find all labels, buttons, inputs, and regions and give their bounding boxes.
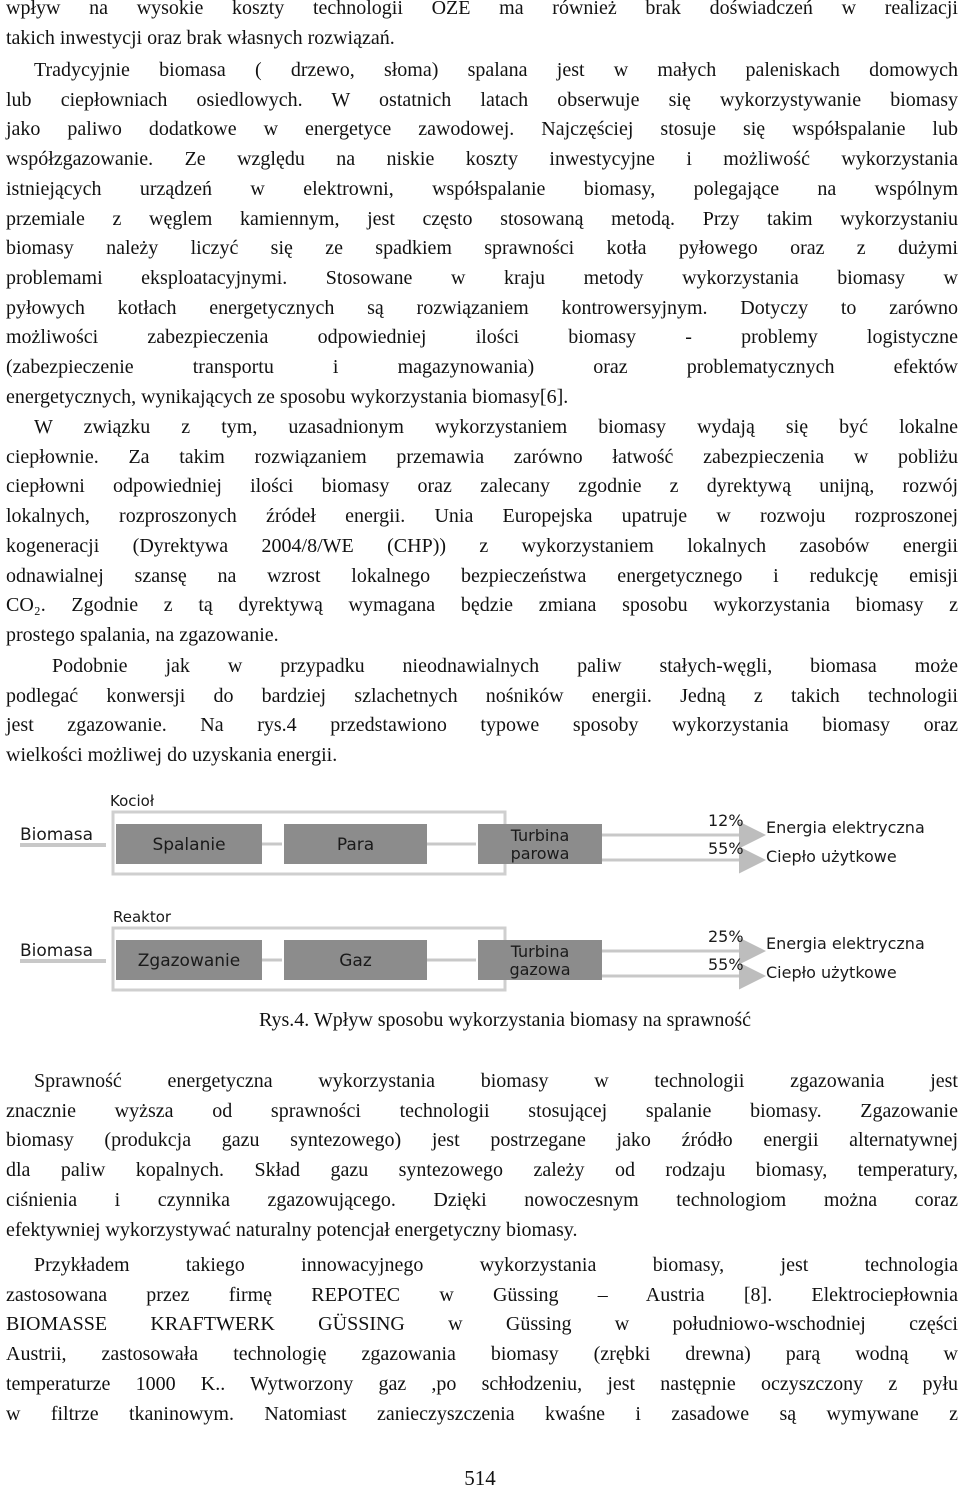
text-line: odnawialnej szansę na wzrost lokalnego bezpieczeństwa energetycznego i redukcję emisji xyxy=(6,564,958,587)
output-label: Energia elektryczna xyxy=(766,818,925,837)
group-label: Reaktor xyxy=(113,908,172,926)
output-label: Energia elektryczna xyxy=(766,934,925,953)
paragraph xyxy=(6,1067,958,1245)
output-percent: 12% xyxy=(708,811,744,830)
text-line: ciepłownie. Za takim rozwiązaniem przemawia zarówno łatwość zabezpieczenia w pobliżu xyxy=(6,445,958,468)
biomass-efficiency-diagram xyxy=(0,780,960,1005)
output-label: Ciepło użytkowe xyxy=(766,847,897,866)
stage-label: Spalanie xyxy=(152,835,226,855)
text-line: przemiale z węglem kamiennym, jest często stosowaną metodą. Przy takim wykorzystaniu xyxy=(6,207,958,230)
text-line: lokalnych, rozproszonych źródeł energii. Unia Europejska upatruje w rozwoju rozproszonej xyxy=(6,505,958,528)
paragraph xyxy=(6,1251,958,1429)
text-line: istniejących urządzeń w elektrowni, współspalanie biomasy, polegające na wspólnym xyxy=(6,177,958,200)
output-percent: 25% xyxy=(708,927,744,946)
text-line: biomasy należy liczyć się ze spadkiem sprawności kotła pyłowego oraz z dużymi xyxy=(6,237,958,260)
text-line: Przykładem takiego innowacyjnego wykorzystania biomasy, jest technologia xyxy=(34,1254,958,1276)
text-line: takich inwestycji oraz brak własnych rozwiązań. xyxy=(6,26,395,49)
input-label: Biomasa xyxy=(20,941,94,961)
text-line: pyłowych kotłach energetycznych są rozwiązaniem kontrowersyjnym. Dotyczy to zarówno xyxy=(6,296,958,319)
text-line: zastosowana przez firmę REPOTEC w Güssing – Austria [8]. Elektrociepłownia xyxy=(6,1283,958,1306)
output-percent: 55% xyxy=(708,839,744,858)
text-line: ciśnienia i czynnika zgazowującego. Dzięki nowoczesnym technologiom można coraz xyxy=(6,1188,958,1211)
text-line: jako paliwo dodatkowe w energetyce zawodowej. Najczęściej stosuje się współspalanie lub xyxy=(6,118,958,141)
diagram-row-boiler xyxy=(20,792,925,874)
text-line: prostego spalania, na zgazowanie. xyxy=(6,623,279,646)
text-line: W związku z tym, uzasadnionym wykorzystaniem biomasy wydają się być lokalne xyxy=(34,416,958,438)
text-line: wpływ na wysokie koszty technologii OZE ma również brak doświadczeń w realizacji xyxy=(6,0,958,19)
text-line: problemami eksploatacyjnymi. Stosowane w kraju metody wykorzystania biomasy w xyxy=(6,266,958,289)
text-line: podlegać konwersji do bardziej szlachetnych nośników energii. Jedną z takich technologii xyxy=(6,684,958,707)
text-line: BIOMASSE KRAFTWERK GÜSSING w Güssing w południowo-wschodniej części xyxy=(6,1313,958,1336)
text-line: możliwości zabezpieczenia odpowiedniej ilości biomasy - problemy logistyczne xyxy=(6,326,958,349)
turbine-label: parowa xyxy=(510,844,570,863)
page-number: 514 xyxy=(464,1466,496,1490)
text-line: Tradycyjnie biomasa ( drzewo, słoma) spalana jest w małych paleniskach domowych xyxy=(34,59,958,81)
text-line: (zabezpieczenie transportu i magazynowania) oraz problematycznych efektów xyxy=(6,356,958,379)
text-line: wielkości możliwej do uzyskania energii. xyxy=(6,744,338,767)
text-line: dla paliw kopalnych. Skład gazu syntezowego zależy od rodzaju biomasy, temperatury, xyxy=(6,1159,958,1182)
text-line: Podobnie jak w przypadku nieodnawialnych paliw stałych-węgli, biomasa może xyxy=(52,655,958,677)
text-line: temperaturze 1000 K.. Wytworzony gaz ,po schłodzeniu, jest następnie oczyszczony z pyłu xyxy=(6,1372,958,1395)
stage-label: Para xyxy=(336,835,375,855)
input-label: Biomasa xyxy=(20,825,94,845)
paragraph xyxy=(6,56,958,412)
group-label: Kocioł xyxy=(110,792,155,810)
stage-label: Zgazowanie xyxy=(137,951,241,971)
text-line: znacznie wyższa od sprawności technologii stosującej spalanie biomasy. Zgazowanie xyxy=(6,1099,958,1122)
paragraph xyxy=(6,0,958,53)
text-line: współzgazowanie. Ze względu na niskie koszty inwestycyjne i możliwość wykorzystania xyxy=(6,148,958,171)
text-line: lub ciepłowniach osiedlowych. W ostatnich latach obserwuje się wykorzystywanie biomasy xyxy=(6,88,958,111)
turbine-label: gazowa xyxy=(509,960,571,979)
text-line: Sprawność energetyczna wykorzystania biomasy w technologii zgazowania jest xyxy=(34,1070,958,1092)
turbine-label: Turbina xyxy=(510,942,570,961)
text-line: w filtrze tkaninowym. Natomiast zanieczyszczenia kwaśne i zasadowe są wymywane z xyxy=(6,1402,958,1425)
text-line: efektywniej wykorzystywać naturalny potencjał energetyczny biomasy. xyxy=(6,1218,578,1241)
figure-caption: Rys.4. Wpływ sposobu wykorzystania biomasy na sprawność xyxy=(258,1009,752,1031)
paragraph xyxy=(6,652,958,771)
stage-label: Gaz xyxy=(339,951,372,971)
output-label: Ciepło użytkowe xyxy=(766,963,897,982)
text-line: kogeneracji (Dyrektywa 2004/8/WE (CHP)) z wykorzystaniem lokalnych zasobów energii xyxy=(6,534,958,557)
text-line: ciepłowni odpowiedniej ilości biomasy oraz zalecany zgodnie z dyrektywą unijną, rozwój xyxy=(6,475,958,498)
text-line: jest zgazowanie. Na rys.4 przedstawiono typowe sposoby wykorzystania biomasy oraz xyxy=(6,714,958,737)
diagram-row-reactor xyxy=(20,908,925,990)
text-line: CO₂. Zgodnie z tą dyrektywą wymagana będzie zmiana sposobu wykorzystania biomasy z xyxy=(6,594,958,617)
text-line: energetycznych, wynikających ze sposobu wykorzystania biomasy[6]. xyxy=(6,385,569,408)
turbine-label: Turbina xyxy=(510,826,570,845)
text-line: biomasy (produkcja gazu syntezowego) jest postrzegane jako źródło energii alternatywnej xyxy=(6,1129,958,1152)
paragraph xyxy=(6,413,958,651)
text-line: Austrii, zastosowała technologię zgazowania biomasy (zrębki drewna) parą wodną w xyxy=(6,1343,958,1366)
output-percent: 55% xyxy=(708,955,744,974)
